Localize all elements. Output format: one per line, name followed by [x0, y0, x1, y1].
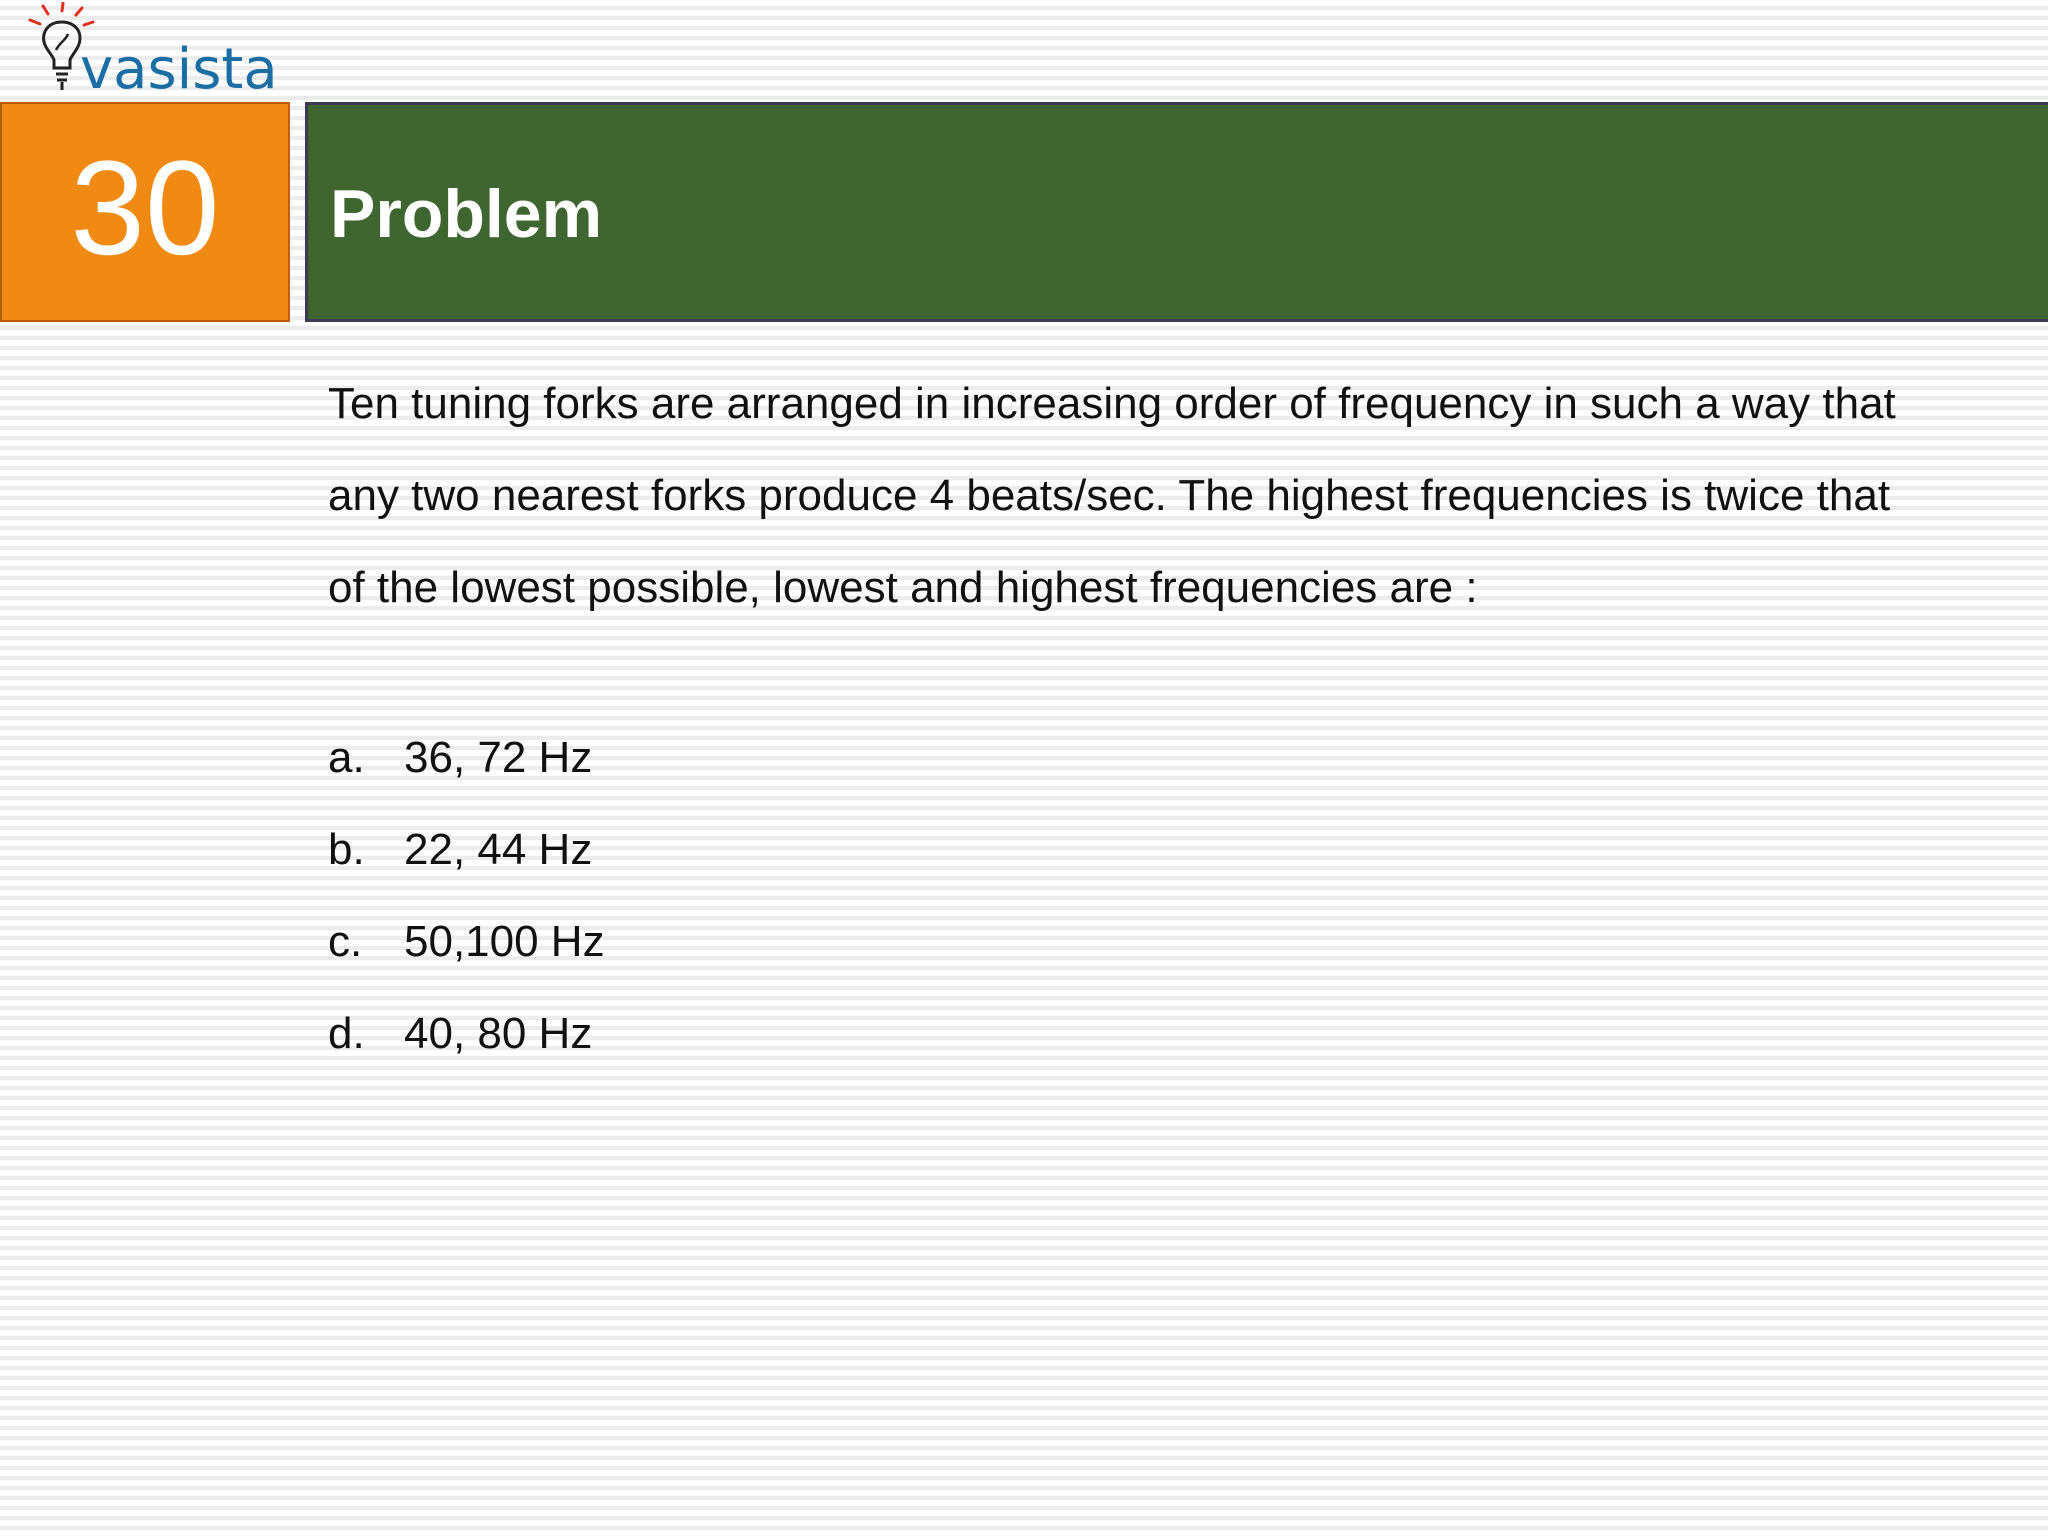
option-letter: a. — [328, 733, 365, 782]
option-letter: d. — [328, 1009, 365, 1058]
lightbulb-icon — [18, 2, 288, 98]
vasista-logo — [18, 2, 288, 98]
option-b — [328, 804, 605, 896]
question-line: of the lowest possible, lowest and highest frequencies are : — [328, 563, 1478, 612]
slide-number: 30 — [70, 134, 220, 283]
question-line: any two nearest forks produce 4 beats/sec. The highest frequencies is twice that — [328, 471, 1891, 520]
option-text: 36, 72 Hz — [404, 733, 593, 782]
option-a — [328, 712, 605, 804]
title-bar — [305, 102, 2048, 322]
slide-number-box — [0, 102, 290, 322]
option-text: 22, 44 Hz — [404, 825, 593, 874]
option-d — [328, 988, 605, 1080]
option-letter: c. — [328, 917, 363, 966]
option-c — [328, 896, 605, 988]
question-text — [328, 358, 2028, 634]
question-line: Ten tuning forks are arranged in increasing order of frequency in such a way that — [328, 379, 1896, 428]
option-text: 40, 80 Hz — [404, 1009, 593, 1058]
option-letter: b. — [328, 825, 365, 874]
option-text: 50,100 Hz — [404, 917, 605, 966]
slide-title: Problem — [330, 176, 603, 252]
logo-text: vasista — [80, 37, 278, 98]
answer-options — [328, 712, 605, 1080]
